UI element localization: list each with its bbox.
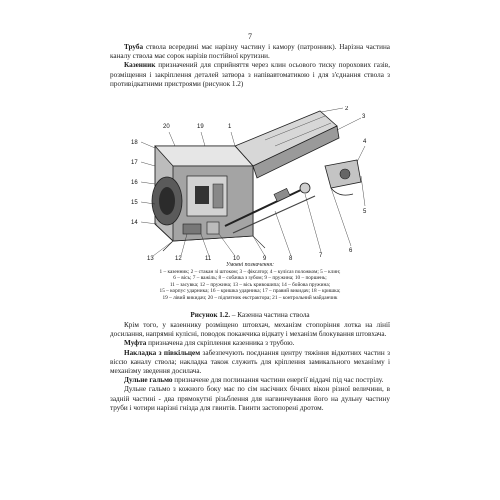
callout-label: 5 xyxy=(363,209,367,215)
callout-label: 7 xyxy=(319,253,323,259)
intro-text xyxy=(110,43,390,89)
page-number: 7 xyxy=(248,32,252,41)
callout-label: 12 xyxy=(175,256,182,261)
paragraph-text: призначений для сприйняття через клин осьового тиску порохових газів, розміщення і закріплення деталей затвора з напівавтоматикою і для з'єднання ствола з противідкатними пристроями (рисунок 1.2) xyxy=(110,61,390,88)
callout-label: 11 xyxy=(205,256,212,261)
breech-drawing xyxy=(125,106,370,261)
breech-illustration xyxy=(125,106,370,261)
legend-line: 15 – корпус ударника; 16 – кришка ударника; 17 – правий викидач; 18 – кришка; xyxy=(159,288,341,295)
callout-label: 20 xyxy=(163,124,170,130)
legend-line: 1 – казенник; 2 – стакан зі штоком; 3 – фіксатор; 4 – кулісаз положком; 5 – клин; xyxy=(159,268,341,275)
callout-label: 18 xyxy=(131,140,138,146)
callout-label: 4 xyxy=(363,139,367,145)
term-muzzle-brake: Дульне гальмо xyxy=(124,376,173,385)
term-breech: Казенник xyxy=(124,61,156,70)
paragraph-muzzle-brake-details: Дульне гальмо з кожного боку має по сім насічних бічних вікон різної величини, в задній частині - два прямокутні різьблення для нагвинчування його на дульну частину труби і чотири нарізні гнізда для гвинтів. Гвинти застопорені дротом. xyxy=(110,385,390,412)
body-text xyxy=(110,321,390,413)
callout-label: 17 xyxy=(131,160,138,166)
paragraph-text: призначена для скріплення казенника з трубою. xyxy=(146,339,295,348)
paragraph-text: ствола всередині має нарізну частину і камору (патронник). Нарізна частина каналу ствола має сорок нарізів постійної крутизни. xyxy=(110,43,390,61)
figure-caption xyxy=(110,311,390,319)
callout-label: 15 xyxy=(131,200,138,206)
paragraph-sleeve xyxy=(110,339,390,348)
callout-label: 14 xyxy=(131,220,138,226)
callout-label: 3 xyxy=(362,114,366,120)
paragraph-muzzle-brake xyxy=(110,376,390,385)
paragraph-text: призначене для поглинання частини енергії віддачі під час пострілу. xyxy=(172,376,384,385)
term-barrel-tube: Труба xyxy=(124,43,144,51)
callout-label: 19 xyxy=(197,124,204,130)
callout-label: 10 xyxy=(233,256,240,261)
paragraph-breech-contents: Крім того, у казеннику розміщено штовхач, механізм стопоріння лотка на лінії досилання, напрямні кулісні, поводок покажчика відкату і механізм блокування штовхача. xyxy=(110,321,390,339)
caption-label: Рисунок 1.2. xyxy=(190,311,231,319)
callout-label: 6 xyxy=(349,248,353,254)
paragraph-overlay xyxy=(110,349,390,377)
paragraph-text: забезпечують поєднання центру тяжіння відкотних частин з віссю каналу ствола; накладка також служить для кріплення замикального механізму і механізму зведення досилача. xyxy=(110,348,390,376)
paragraph-barrel-tube xyxy=(110,43,390,61)
term-sleeve: Муфта xyxy=(124,339,147,348)
callout-label: 13 xyxy=(147,256,154,261)
paragraph-breech xyxy=(110,61,390,89)
legend-title: Умовні позначення: xyxy=(225,262,275,268)
figure-legend xyxy=(110,262,390,302)
legend-line: 11 – засувка; 12 – пружина; 13 – вісь кривошипа; 14 – бойова пружина; xyxy=(169,281,331,288)
callout-label: 2 xyxy=(345,106,349,112)
caption-text: – Казенна частина ствола xyxy=(230,311,310,319)
term-overlay: Накладка з півкільцем xyxy=(124,348,201,357)
callout-label: 9 xyxy=(263,256,267,261)
callout-label: 8 xyxy=(289,256,293,261)
legend-line: 6 – вісь; 7 – важіль; 8 – собачка з зубом; 9 – пружина; 10 – поршень; xyxy=(173,275,327,282)
callout-label: 1 xyxy=(228,124,232,130)
legend-line: 19 – лівий викидач; 20 – підпятник екстрактора; 21 – контрольний майданчик xyxy=(162,294,338,301)
callout-label: 16 xyxy=(131,180,138,186)
